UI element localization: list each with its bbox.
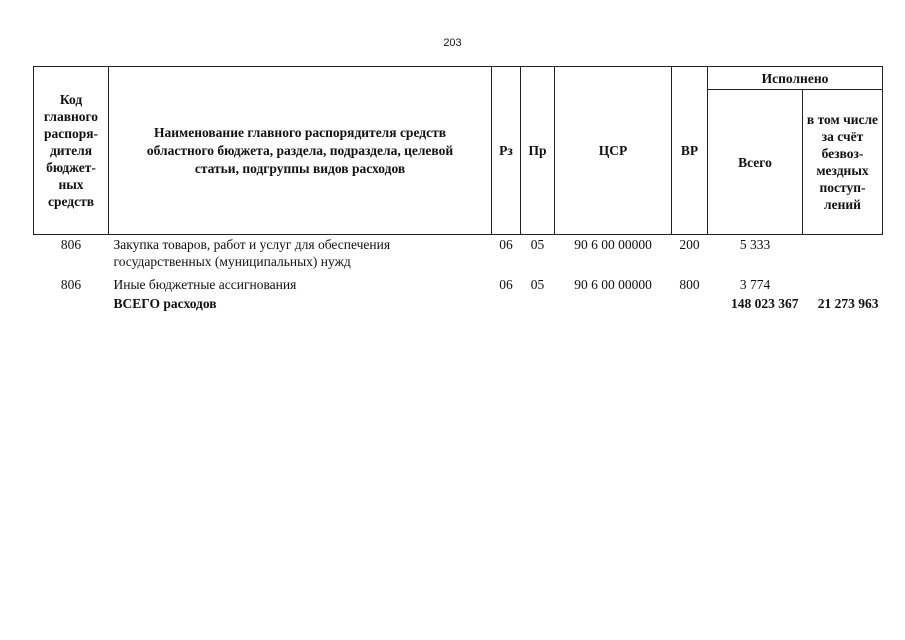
grand-total-label: ВСЕГО расходов (113, 296, 217, 311)
page-number: 203 (443, 37, 462, 49)
row-csr: 90 6 00 00000 (574, 237, 652, 252)
row-rz: 06 (499, 237, 513, 252)
header-csr: ЦСР (555, 67, 672, 235)
row-pr: 05 (530, 237, 545, 252)
total-rz-empty (492, 295, 521, 315)
row-csr: 90 6 00 00000 (574, 277, 652, 292)
row-name: Закупка товаров, работ и услуг для обеспечения государственных (муниципальных) нужд (113, 237, 391, 269)
row-pr: 05 (530, 277, 545, 292)
total-vr-empty (672, 295, 708, 315)
header-pr: Пр (521, 67, 555, 235)
grand-total-free-receipts: 21 273 963 (817, 296, 879, 311)
row-code: 806 (60, 277, 82, 292)
header-name: Наименование главного распорядителя средств областного бюджета, раздела, подраздела, целевой статьи, подгруппы видов расходов (109, 67, 492, 235)
table-row (34, 235, 883, 277)
header-executed: Исполнено (708, 67, 883, 90)
header-total: Всего (708, 90, 803, 235)
table-header (34, 67, 883, 235)
header-code: Код главного распоря-дителя бюджет-ных средств (34, 67, 109, 235)
row-code: 806 (60, 237, 82, 252)
row-total: 3 774 (739, 277, 771, 292)
table-row (34, 276, 883, 295)
grand-total-row (34, 295, 883, 315)
row-free-receipts (803, 235, 883, 277)
table-body (34, 235, 883, 316)
grand-total-value: 148 023 367 (731, 296, 799, 311)
header-free-receipts: в том числе за счёт безвоз-мездных поступ-лений (803, 90, 883, 235)
total-pr-empty (521, 295, 555, 315)
total-csr-empty (555, 295, 672, 315)
header-vr: ВР (672, 67, 708, 235)
row-vr: 200 (679, 237, 700, 252)
row-vr: 800 (679, 277, 700, 292)
expenditure-table (33, 66, 883, 315)
row-free-receipts (803, 276, 883, 295)
row-rz: 06 (499, 277, 513, 292)
row-total: 5 333 (739, 237, 771, 252)
row-name: Иные бюджетные ассигнования (113, 277, 297, 292)
header-rz: Рз (492, 67, 521, 235)
total-code-empty (34, 295, 109, 315)
